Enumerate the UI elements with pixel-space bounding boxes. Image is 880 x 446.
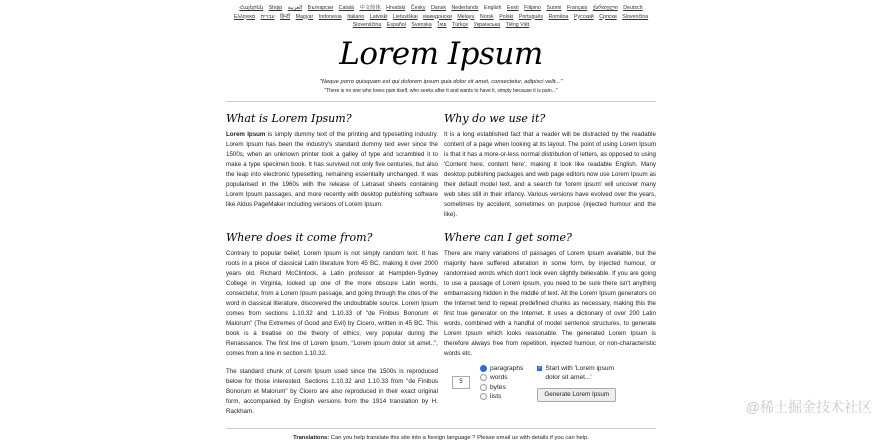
language-link[interactable]: Português — [518, 13, 543, 20]
section-text: It is a long established fact that a reader will be distracted by the readable content of a page when looking at its layout. The point of using Lorem Ipsum is that it has a more-or-less normal distribution of letters, as opposed to using 'Content here, content here', making it look like readable English. Many desktop publishing packages and web page editors now use Lorem Ipsum as their default model text, and a search for 'lorem ipsum' will uncover many web sites still in their infancy. Various versions have evolved over the years, sometimes by accident, sometimes on purpose (injected humour and the like). — [444, 130, 656, 218]
radio-icon[interactable] — [480, 374, 487, 381]
page-title: Lorem Ipsum — [339, 35, 543, 72]
language-link[interactable]: ไทย — [437, 22, 447, 28]
language-link[interactable]: Ελληνικά — [233, 13, 256, 20]
generator-form — [444, 364, 656, 402]
language-link[interactable]: Česky — [410, 5, 426, 11]
language-link[interactable]: Norsk — [479, 13, 494, 20]
language-link[interactable]: Hrvatski — [386, 5, 406, 11]
language-link[interactable]: Italiano — [347, 13, 365, 20]
radio-icon[interactable] — [480, 365, 487, 372]
language-link[interactable]: Deutsch — [623, 5, 643, 11]
radio-bytes[interactable] — [480, 383, 523, 393]
text: is simply dummy text of the printing and typesetting industry. Lorem Ipsum has been the industry's standard dummy text ever since the 1500s, when an unknown printer took a galley of type and scrambled it to make a type specimen book. It has survived not only five centuries, but also the leap into electronic typesetting, remaining essentially unchanged. It was popularised in the 1960s with the release of Letraset sheets containing Lorem Ipsum passages, and more recently with desktop publishing software like Aldus PageMaker including versions of Lorem Ipsum. — [226, 130, 438, 208]
start-with-label: Start with 'Lorem ipsum dolor sit amet...' — [545, 364, 615, 381]
language-link[interactable]: 中文简体 — [359, 5, 381, 11]
language-link[interactable]: Türkçe — [451, 22, 469, 28]
language-link[interactable]: العربية — [287, 5, 303, 11]
radio-label: bytes — [490, 383, 506, 391]
amount-input[interactable]: 5 — [452, 376, 470, 389]
section-text — [226, 130, 438, 210]
language-link[interactable]: Magyar — [295, 13, 314, 20]
radio-lists[interactable] — [480, 392, 523, 402]
start-with-checkbox[interactable]: ✓ — [537, 364, 542, 371]
latin-quote: "Neque porro quisquam est qui dolorem ipsum quia dolor sit amet, consectetur, adipisci velit..." — [319, 78, 563, 85]
footer-label: Translations: — [293, 434, 330, 441]
watermark: @稀土掘金技术社区 — [745, 399, 872, 415]
language-link[interactable]: Српски — [599, 13, 617, 20]
section-heading: Where does it come from? — [226, 230, 373, 244]
language-link[interactable]: Melayu — [457, 13, 475, 20]
language-link[interactable]: Româna — [548, 13, 569, 20]
language-link[interactable]: македонски — [423, 13, 452, 20]
language-link[interactable]: Indonesia — [318, 13, 342, 20]
language-link[interactable]: Tiếng Việt — [505, 22, 530, 28]
language-link[interactable]: Svenska — [411, 22, 432, 28]
language-link[interactable]: Eesti — [506, 5, 519, 11]
section-heading: Where can I get some? — [444, 230, 572, 244]
divider — [226, 101, 656, 102]
generate-button[interactable]: Generate Lorem Ipsum — [537, 388, 616, 402]
language-link[interactable]: Lietuviškai — [392, 13, 418, 20]
radio-label: words — [490, 374, 508, 381]
section-heading: Why do we use it? — [444, 111, 546, 125]
language-link[interactable]: Français — [566, 5, 588, 11]
language-link[interactable]: हिन्दी — [280, 13, 291, 20]
footer-text: Can you help translate this site into a foreign language ? Please email us with details if you can help. — [329, 434, 589, 441]
language-link[interactable]: Català — [338, 5, 354, 11]
language-link[interactable]: Հայերեն — [239, 5, 264, 11]
start-options — [537, 364, 627, 402]
language-link[interactable]: Polski — [499, 13, 514, 20]
language-link[interactable]: Filipino — [524, 5, 541, 11]
footer — [226, 428, 656, 446]
page-content — [226, 0, 656, 422]
language-link[interactable]: Nederlands — [451, 5, 479, 11]
english-quote: "There is no one who loves pain itself, who seeks after it and wants to have it, simply because it is pain..." — [324, 87, 558, 94]
section-text: Contrary to popular belief, Lorem Ipsum is not simply random text. It has roots in a piece of classical Latin literature from 45 BC, making it over 2000 years old. Richard McClintock, a Latin professor at Hampden-Sydney College in Virginia, looked up one of the more obscure Latin words, consectetur, from a Lorem Ipsum passage, and going through the cites of the word in classical literature, discovered the undoubtable source. Lorem Ipsum comes from sections 1.10.32 and 1.10.33 of "de Finibus Bonorum et Malorum" (The Extremes of Good and Evil) by Cicero, written in 45 BC. This book is a treatise on the theory of ethics, very popular during the Renaissance. The first line of Lorem Ipsum, "Lorem ipsum dolor sit amet..", comes from a line in section 1.10.32. — [226, 249, 438, 357]
language-link[interactable]: Pyccкий — [573, 13, 594, 20]
language-link[interactable]: Latviski — [369, 13, 388, 20]
section-where-get — [444, 225, 656, 422]
unit-radio-group — [480, 364, 523, 402]
language-link[interactable]: Shqip — [268, 5, 283, 11]
section-heading: What is Lorem Ipsum? — [226, 111, 352, 125]
language-link[interactable]: Suomi — [546, 5, 562, 11]
language-link[interactable]: עברית — [260, 13, 275, 20]
section-where-from — [226, 225, 438, 422]
section-what — [226, 106, 438, 225]
language-link[interactable]: Български — [307, 5, 334, 11]
radio-label: paragraphs — [490, 364, 524, 372]
language-link[interactable]: Українська — [473, 22, 501, 28]
language-link[interactable]: ქართული — [592, 5, 618, 11]
language-link[interactable]: Slovenčina — [622, 13, 649, 20]
language-link[interactable]: Español — [386, 22, 406, 28]
radio-label: lists — [490, 393, 502, 400]
language-links — [226, 0, 656, 30]
language-link[interactable]: Dansk — [430, 5, 446, 11]
section-text: There are many variations of passages of Lorem Ipsum available, but the majority have suffered alteration in some form, by injected humour, or randomised words which don't look even slightly believable. If you are going to use a passage of Lorem Ipsum, you need to be sure there isn't anything embarrassing hidden in the middle of text. All the Lorem Ipsum generators on the Internet tend to repeat predefined chunks as necessary, making this the first true generator on the Internet. It uses a dictionary of over 200 Latin words, combined with a handful of model sentence structures, to generate Lorem Ipsum which looks reasonable. The generated Lorem Ipsum is therefore always free from repetition, injected humour, or non-characteristic words etc. — [444, 249, 656, 357]
section-text-2: The standard chunk of Lorem Ipsum used since the 1500s is reproduced below for those interested. Sections 1.10.32 and 1.10.33 from "de Finibus Bonorum et Malorum" by Cicero are also reproduced in their exact original form, accompanied by English versions from the 1914 translation by H. Rackham. — [226, 367, 438, 415]
radio-icon[interactable] — [480, 384, 487, 391]
radio-icon[interactable] — [480, 393, 487, 400]
bold-term: Lorem Ipsum — [226, 130, 266, 138]
section-why — [444, 106, 656, 225]
radio-paragraphs[interactable] — [480, 364, 523, 374]
radio-words[interactable] — [480, 373, 523, 383]
language-link[interactable]: Slovenščina — [352, 22, 382, 28]
language-link[interactable]: English — [484, 5, 502, 11]
